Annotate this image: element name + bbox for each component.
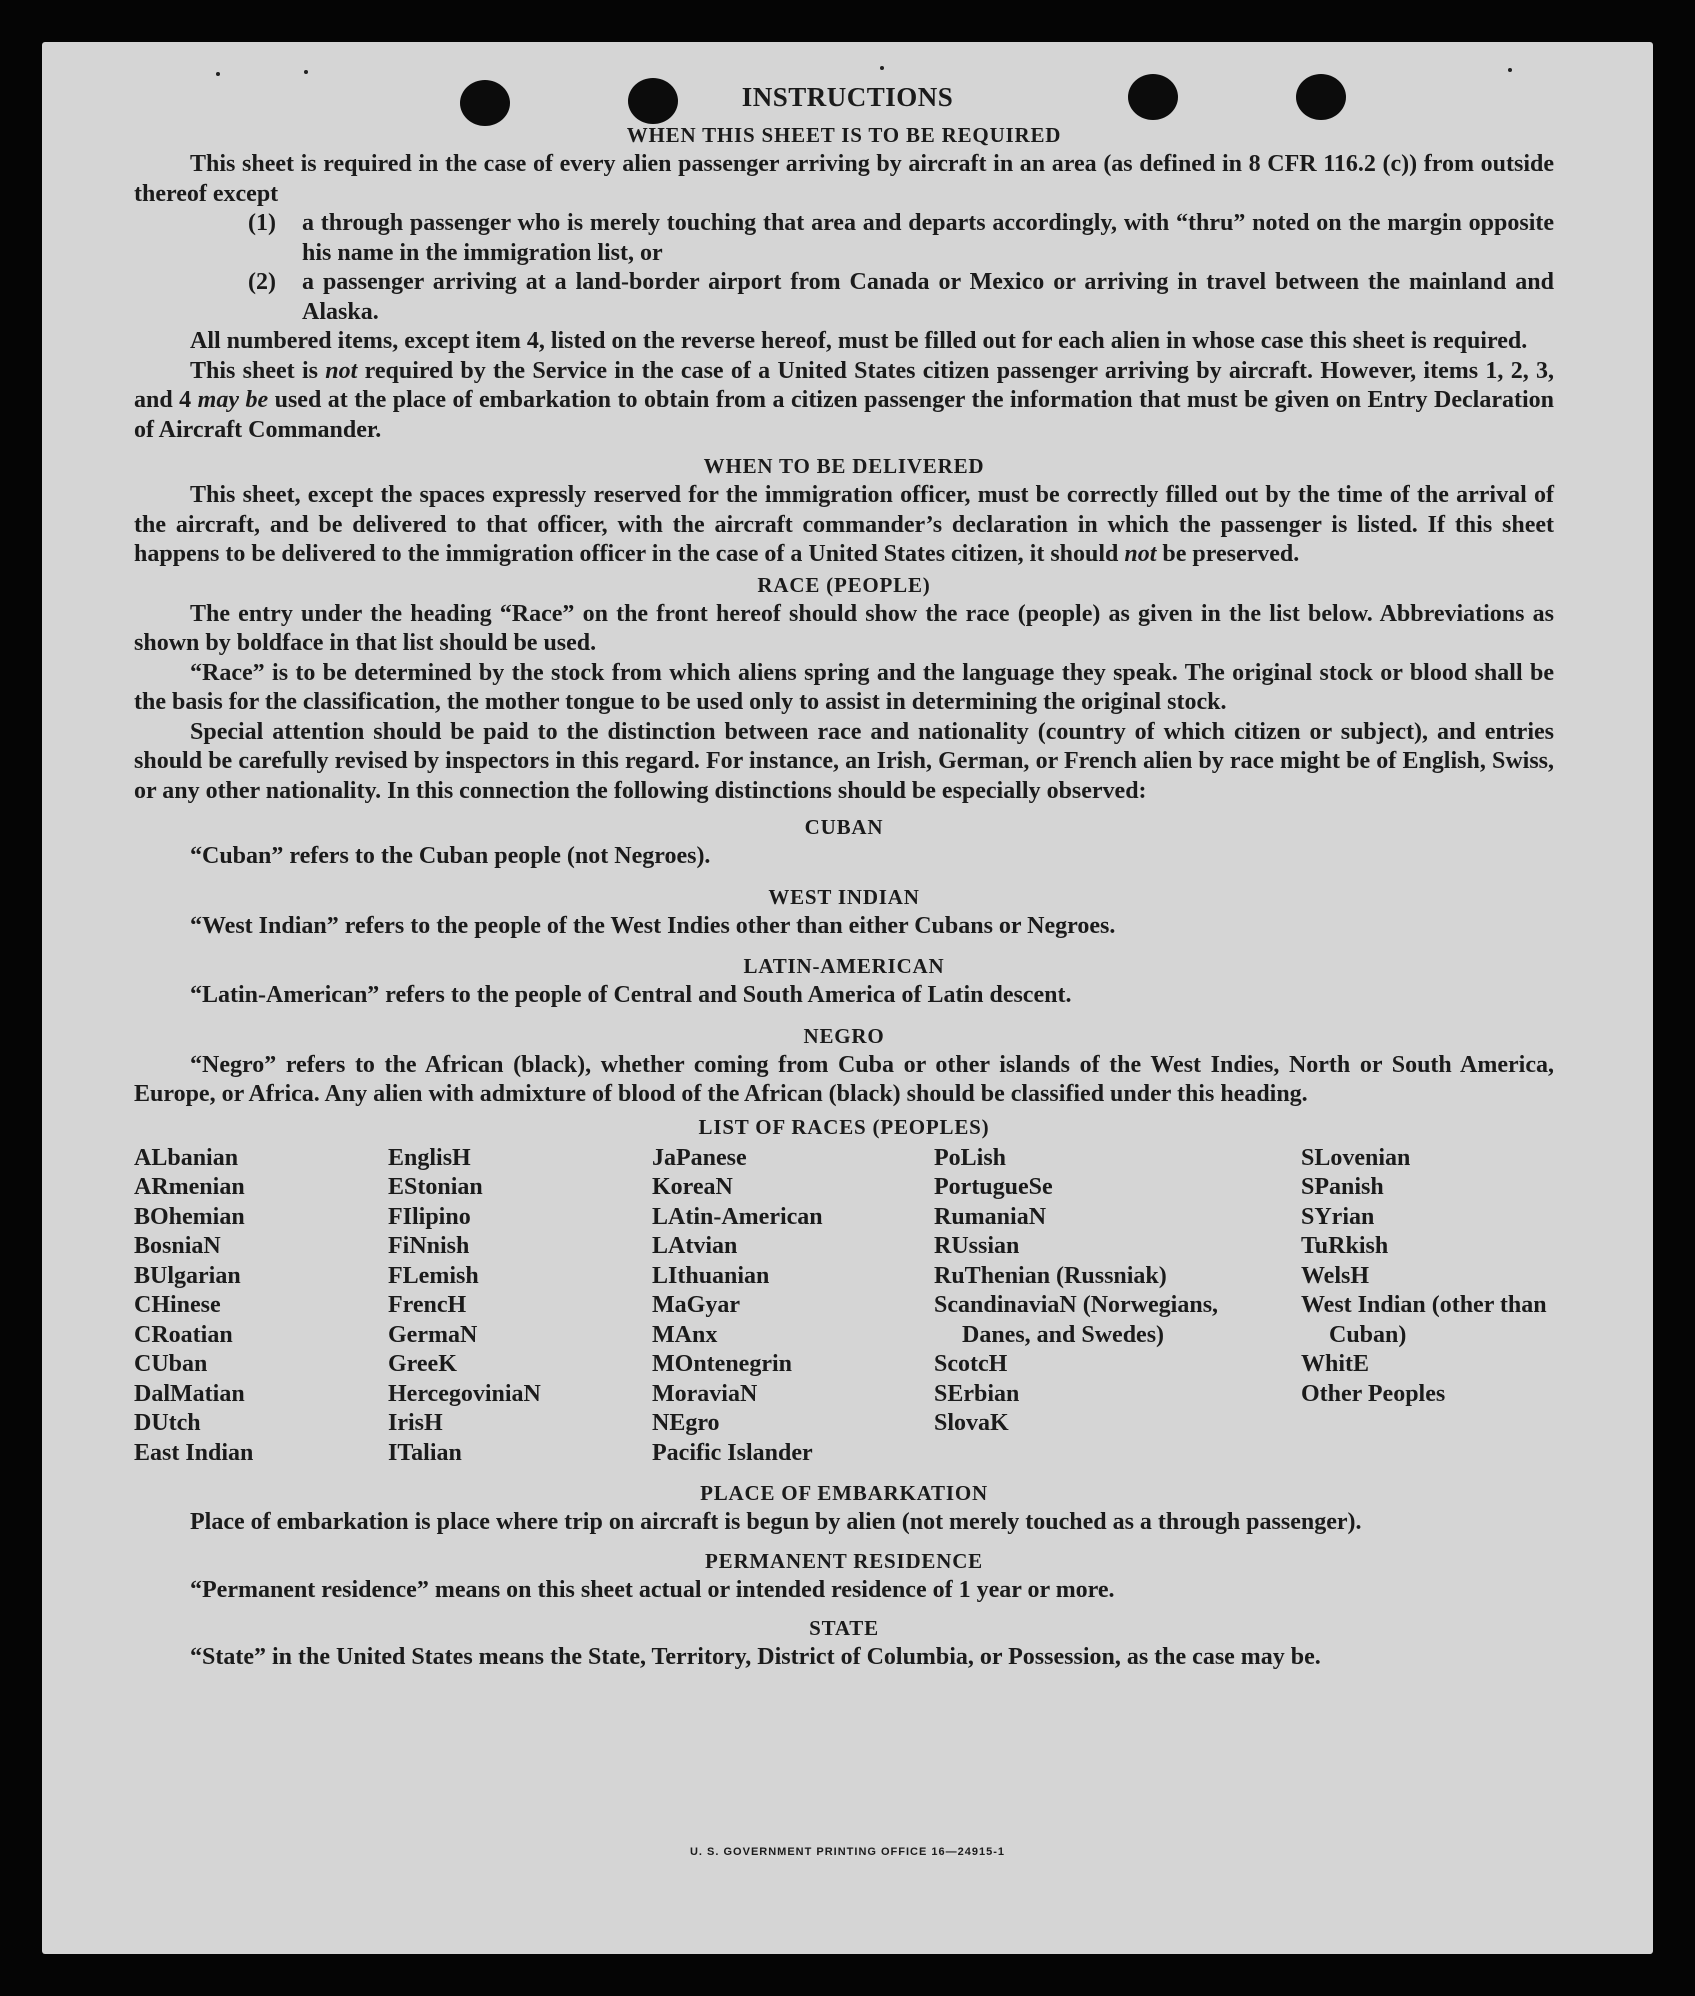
speck bbox=[216, 72, 220, 76]
race-entry: ITalian bbox=[388, 1439, 462, 1466]
paragraph: “Negro” refers to the African (black), whether coming from Cuba or other islands of the West Indies, North or South America, Europe, or Africa. Any alien with admixture of blood of the African (black) should be classified under this heading. bbox=[134, 1051, 1554, 1107]
race-entry: DUtch bbox=[134, 1410, 201, 1436]
race-entry: RUssian bbox=[934, 1233, 1020, 1259]
race-entry: LAtvian bbox=[652, 1233, 738, 1259]
list-item bbox=[248, 268, 1554, 327]
paragraph: “State” in the United States means the State, Territory, District of Columbia, or Possession, as the case may be. bbox=[190, 1644, 1321, 1670]
instructions-body bbox=[134, 120, 1554, 1673]
paragraph: Special attention should be paid to the distinction between race and nationality (country of which citizen or subject), and entries should be carefully revised by inspectors in this regard. For instance, an Irish, German, or French alien by race might be of English, Swiss, or any other nationality. In this connection the following distinctions should be especially observed: bbox=[134, 718, 1554, 804]
race-entry: CUban bbox=[134, 1351, 208, 1377]
item-text: a through passenger who is merely touching that area and departs accordingly, with “thru” noted on the margin opposite his name in the immigration list, or bbox=[302, 210, 1554, 266]
paragraph: “Latin-American” refers to the people of Central and South America of Latin descent. bbox=[190, 982, 1072, 1008]
race-entry: SlovaK bbox=[934, 1410, 1009, 1436]
race-entry: NEgro bbox=[652, 1410, 720, 1436]
section-heading: WHEN THIS SHEET IS TO BE REQUIRED bbox=[626, 123, 1062, 147]
race-entry: ScandinaviaN (Norwegians, Danes, and Swedes) bbox=[934, 1292, 1219, 1348]
race-entry: BosniaN bbox=[134, 1233, 221, 1259]
paragraph: Place of embarkation is place where trip on aircraft is begun by alien (not merely touched as a through passenger). bbox=[190, 1509, 1362, 1535]
speck bbox=[1508, 68, 1512, 72]
race-entry: PoLish bbox=[934, 1144, 1007, 1171]
section-heading: CUBAN bbox=[804, 815, 884, 839]
paragraph: All numbered items, except item 4, listed on the reverse hereof, must be filled out for each alien in whose case this sheet is required. bbox=[190, 328, 1528, 354]
race-entry: JaPanese bbox=[652, 1144, 747, 1171]
race-entry: BUlgarian bbox=[134, 1262, 241, 1289]
race-list bbox=[134, 1144, 1554, 1469]
item-number: (2) bbox=[248, 269, 276, 295]
race-entry: MAnx bbox=[652, 1321, 718, 1348]
page-title: INSTRUCTIONS bbox=[741, 82, 954, 112]
paragraph: “Race” is to be determined by the stock from which aliens spring and the language they speak. The original stock or blood shall be the basis for the classification, the mother tongue to be used only to assist in determining the original stock. bbox=[134, 659, 1554, 715]
item-number: (1) bbox=[248, 210, 276, 236]
race-entry: GermaN bbox=[388, 1321, 478, 1348]
race-entry: CHinese bbox=[134, 1292, 221, 1318]
race-entry: RumaniaN bbox=[934, 1203, 1047, 1230]
speck bbox=[880, 66, 884, 70]
race-entry: FrencH bbox=[388, 1292, 467, 1318]
race-entry: LAtin-American bbox=[652, 1203, 823, 1230]
section-heading: LATIN-AMERICAN bbox=[743, 954, 945, 978]
race-entry: ALbanian bbox=[134, 1144, 239, 1171]
race-entry: LIthuanian bbox=[652, 1262, 770, 1289]
document-sheet bbox=[42, 42, 1653, 1954]
section-heading: LIST OF RACES (PEOPLES) bbox=[698, 1114, 990, 1139]
race-column bbox=[134, 1144, 388, 1469]
race-entry: Other Peoples bbox=[1301, 1380, 1446, 1407]
race-entry: HercegoviniaN bbox=[388, 1380, 541, 1407]
race-entry: West Indian (other than Cuban) bbox=[1301, 1292, 1547, 1348]
section-heading: NEGRO bbox=[803, 1023, 885, 1048]
race-entry: SYrian bbox=[1301, 1203, 1375, 1230]
race-entry: TuRkish bbox=[1301, 1233, 1389, 1259]
section-heading: WEST INDIAN bbox=[768, 884, 920, 909]
race-entry: EStonian bbox=[388, 1174, 483, 1200]
race-entry: PortugueSe bbox=[934, 1174, 1053, 1200]
race-entry: FIlipino bbox=[388, 1203, 471, 1230]
item-text: a passenger arriving at a land-border airport from Canada or Mexico or arriving in travel between the mainland and Alaska. bbox=[302, 269, 1554, 325]
race-entry: SErbian bbox=[934, 1380, 1020, 1407]
race-entry: KoreaN bbox=[652, 1174, 733, 1200]
list-item bbox=[248, 209, 1554, 268]
race-entry: ScotcH bbox=[934, 1351, 1008, 1377]
race-column bbox=[652, 1144, 934, 1469]
speck bbox=[304, 70, 308, 74]
race-entry: EnglisH bbox=[388, 1144, 471, 1171]
paragraph: This sheet is required in the case of every alien passenger arriving by aircraft in an area (as defined in 8 CFR 116.2 (c)) from outside thereof except bbox=[134, 151, 1554, 207]
race-entry: SLovenian bbox=[1301, 1144, 1411, 1171]
race-entry: FLemish bbox=[388, 1262, 479, 1289]
race-entry: WelsH bbox=[1301, 1262, 1370, 1289]
section-heading: STATE bbox=[809, 1616, 879, 1640]
paragraph: “West Indian” refers to the people of the West Indies other than either Cubans or Negroes. bbox=[190, 912, 1116, 939]
race-entry: MaGyar bbox=[652, 1292, 740, 1318]
race-entry: MOntenegrin bbox=[652, 1351, 792, 1377]
race-column bbox=[388, 1144, 652, 1469]
race-entry: DalMatian bbox=[134, 1380, 245, 1407]
section-heading: PERMANENT RESIDENCE bbox=[705, 1548, 983, 1573]
race-entry: WhitE bbox=[1301, 1351, 1370, 1377]
printer-imprint: U. S. GOVERNMENT PRINTING OFFICE 16—24915-1 bbox=[689, 1846, 1005, 1858]
race-entry: RuThenian (Russniak) bbox=[934, 1262, 1167, 1289]
section-heading: RACE (PEOPLE) bbox=[757, 572, 931, 597]
race-column bbox=[934, 1144, 1227, 1469]
race-column bbox=[1301, 1144, 1554, 1469]
paragraph: This sheet, except the spaces expressly reserved for the immigration officer, must be correctly filled out by the time of the arrival of the aircraft, and be delivered to that officer, with the aircraft commander’s declaration in which the passenger is listed. If this sheet happens to be delivered to the immigration officer in the case of a United States citizen, it should not be preserved. bbox=[134, 482, 1554, 567]
paragraph: This sheet is not required by the Service in the case of a United States citizen passenger arriving by aircraft. However, items 1, 2, 3, and 4 may be used at the place of embarkation to obtain from a citizen passenger the information that must be given on Entry Declaration of Aircraft Commander. bbox=[134, 357, 1555, 443]
section-heading: PLACE OF EMBARKATION bbox=[700, 1481, 988, 1505]
race-entry: SPanish bbox=[1301, 1174, 1384, 1200]
paragraph: The entry under the heading “Race” on the front hereof should show the race (people) as given in the list below. Abbreviations as shown by boldface in that list should be used. bbox=[134, 600, 1554, 656]
race-entry: MoraviaN bbox=[652, 1380, 758, 1407]
race-entry: East Indian bbox=[134, 1439, 254, 1466]
race-entry: FiNnish bbox=[388, 1233, 470, 1259]
race-entry: Pacific Islander bbox=[652, 1439, 813, 1466]
race-entry: GreeK bbox=[388, 1351, 457, 1377]
race-entry: BOhemian bbox=[134, 1203, 245, 1230]
race-entry: IrisH bbox=[388, 1410, 443, 1436]
race-entry: CRoatian bbox=[134, 1321, 233, 1348]
section-heading: WHEN TO BE DELIVERED bbox=[703, 454, 985, 478]
paragraph: “Permanent residence” means on this sheet actual or intended residence of 1 year or more. bbox=[190, 1576, 1115, 1603]
paragraph: “Cuban” refers to the Cuban people (not Negroes). bbox=[190, 843, 711, 869]
race-entry: ARmenian bbox=[134, 1174, 245, 1200]
